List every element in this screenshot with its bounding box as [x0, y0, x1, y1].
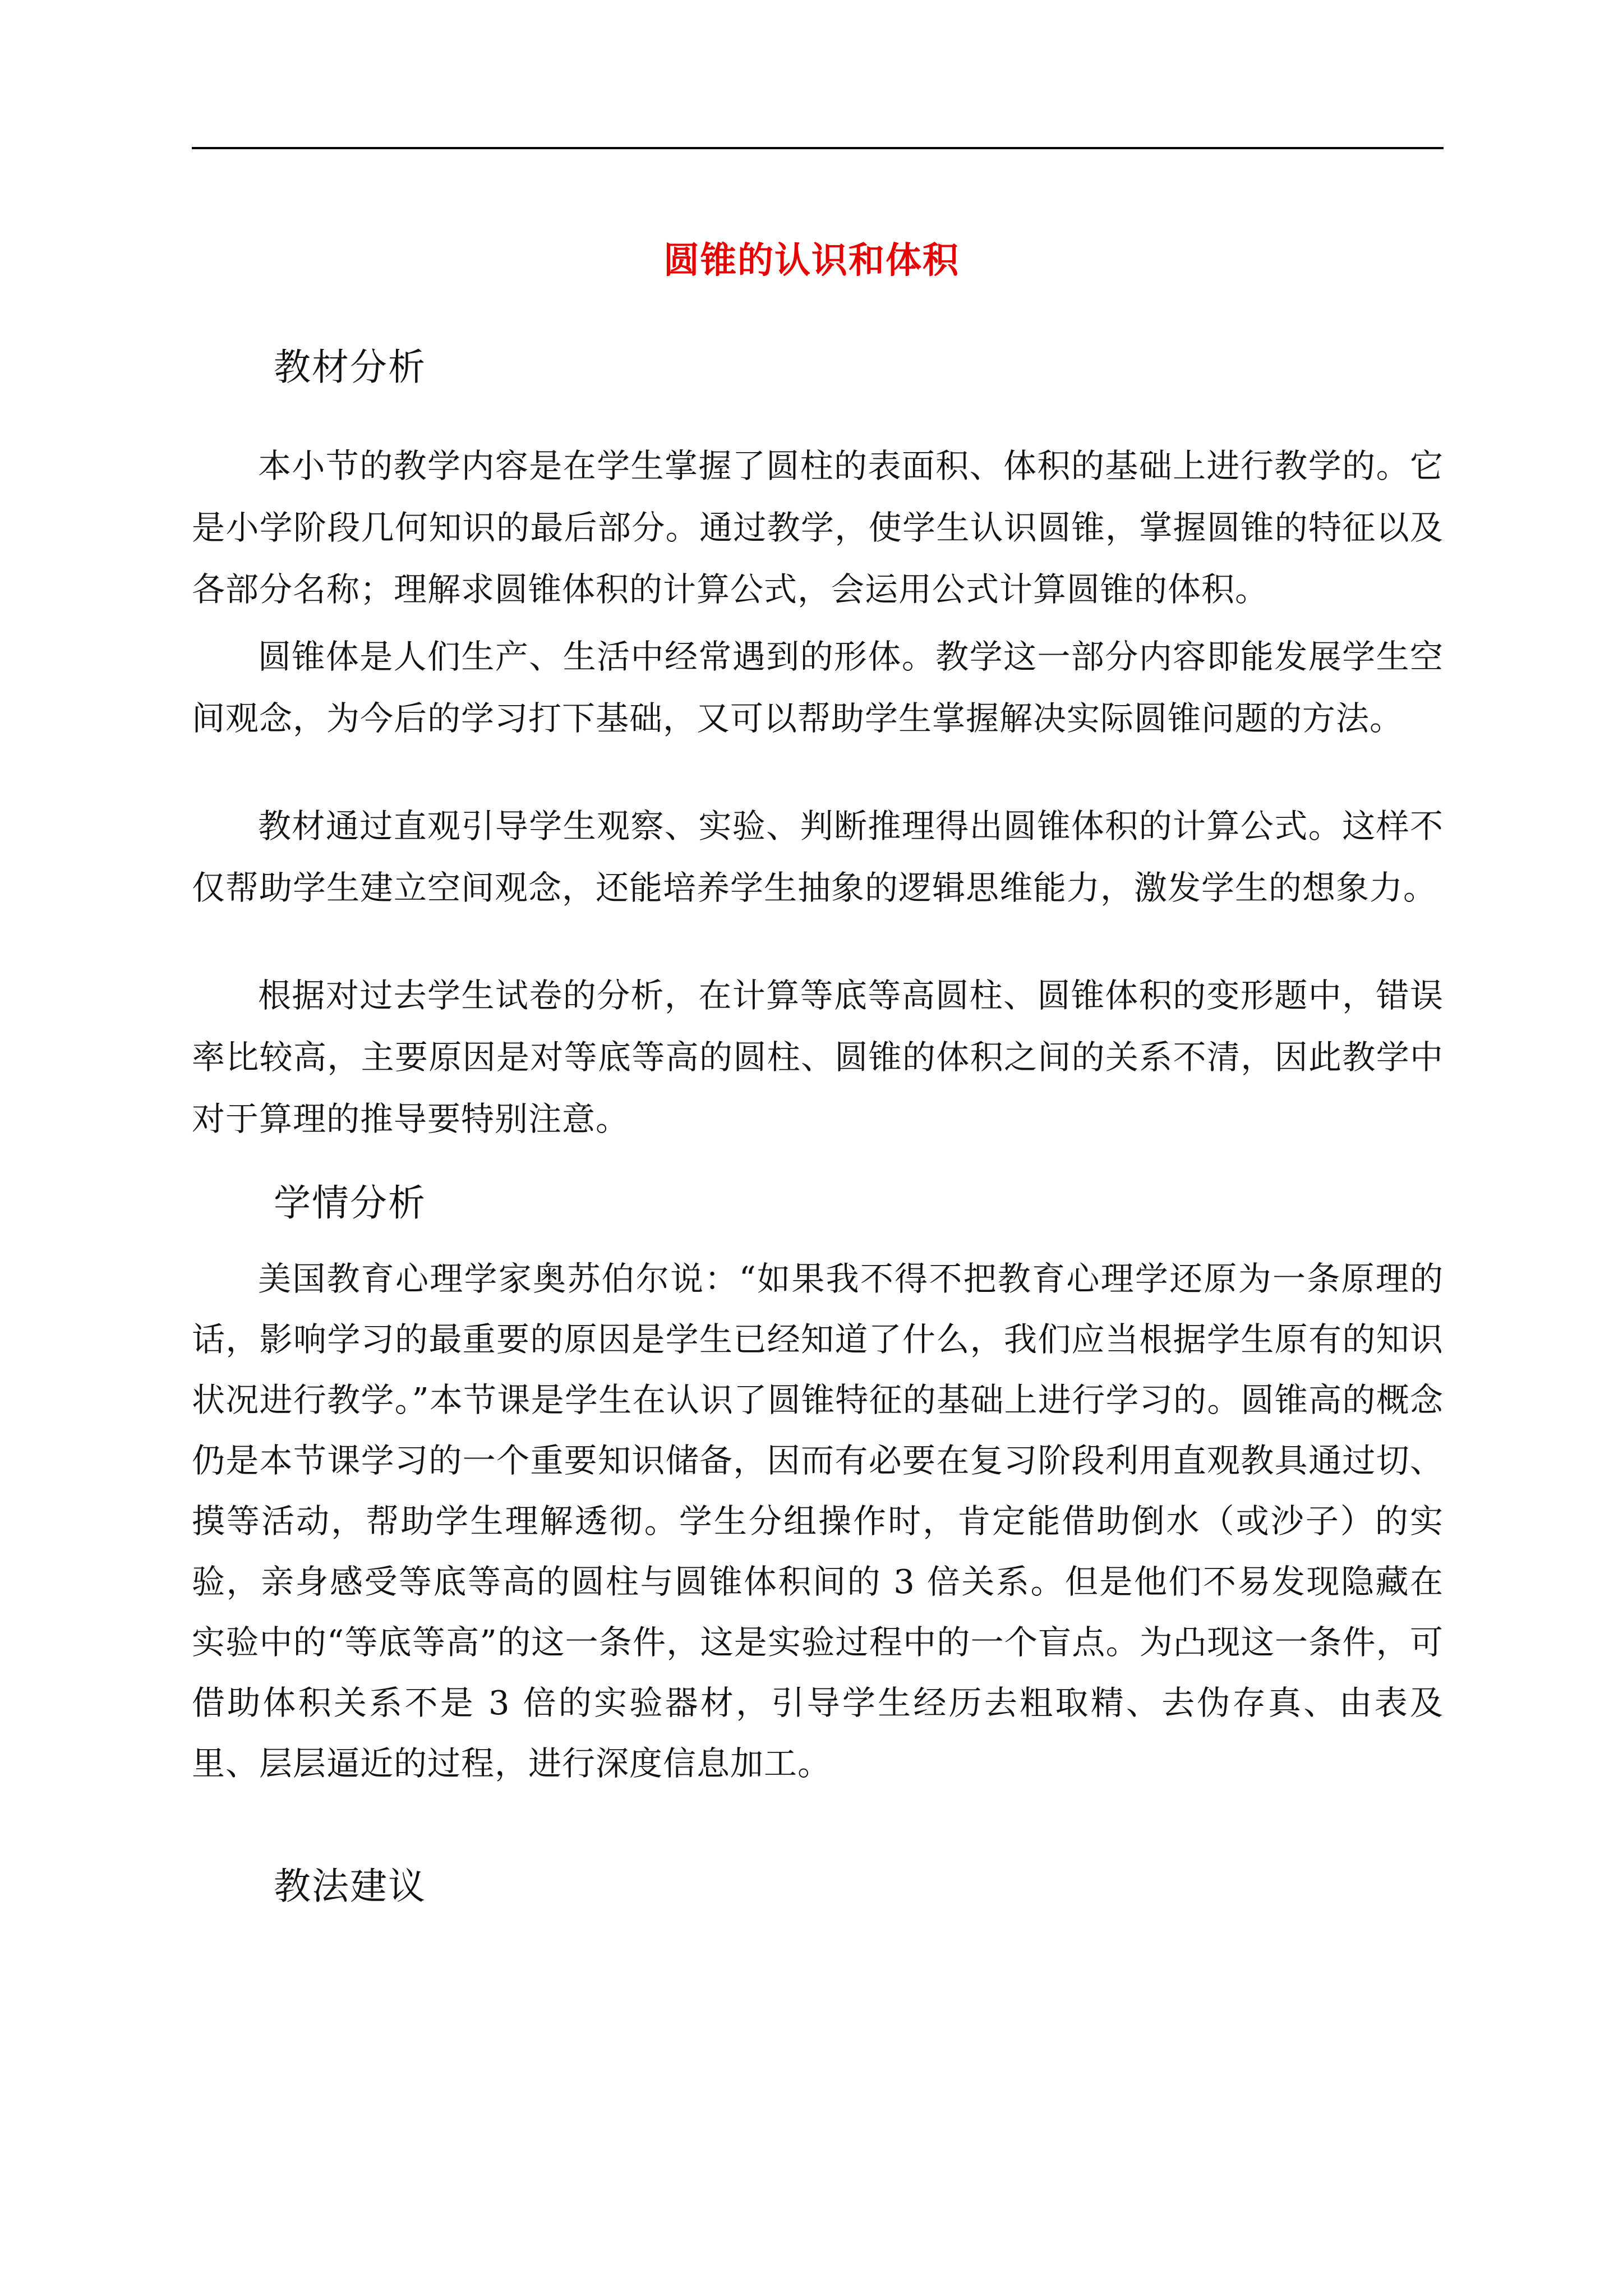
document-title: 圆锥的认识和体积: [663, 240, 960, 282]
paragraph-student-1: 美国教育心理学家奥苏伯尔说：“如果我不得不把教育心理学还原为一条原理的话，影响学习的最重要的原因是学生已经知道了什么，我们应当根据学生原有的知识状况进行教学。”本节课是学生在认识了圆锥特征的基础上进行学习的。圆锥高的概念仍是本节课学习的一个重要知识储备，因而有必要在复习阶段利用直观教具通过切、摸等活动，帮助学生理解透彻。学生分组操作时，肯定能借助倒水（或沙子）的实验，亲身感受等底等高的圆柱与圆锥体积间的 3 倍关系。但是他们不易发现隐藏在实验中的“等底等高”的这一条件，这是实验过程中的一个盲点。为凸现这一条件，可借助体积关系不是 3 倍的实验器材，引导学生经历去粗取精、去伪存真、由表及里、层层逼近的过程，进行深度信息加工。: [192, 1259, 1444, 1783]
section-heading-student-analysis: 学情分析: [274, 1181, 426, 1225]
paragraph-textbook-3: 教材通过直观引导学生观察、实验、判断推理得出圆锥体积的计算公式。这样不仅帮助学生建立空间观念，还能培养学生抽象的逻辑思维能力，激发学生的想象力。: [192, 807, 1444, 907]
paragraph-textbook-1: 本小节的教学内容是在学生掌握了圆柱的表面积、体积的基础上进行教学的。它是小学阶段几何知识的最后部分。通过教学，使学生认识圆锥，掌握圆锥的特征以及各部分名称；理解求圆锥体积的计算公式，会运用公式计算圆锥的体积。: [192, 447, 1444, 609]
section-heading-textbook-analysis: 教材分析: [274, 346, 426, 389]
header-rule: [192, 147, 1444, 149]
paragraph-textbook-4: 根据对过去学生试卷的分析，在计算等底等高圆柱、圆锥体积的变形题中，错误率比较高，主要原因是对等底等高的圆柱、圆锥的体积之间的关系不清，因此教学中对于算理的推导要特别注意。: [192, 976, 1444, 1138]
paragraph-textbook-2: 圆锥体是人们生产、生活中经常遇到的形体。教学这一部分内容即能发展学生空间观念，为今后的学习打下基础，又可以帮助学生掌握解决实际圆锥问题的方法。: [192, 637, 1444, 738]
section-heading-teaching-suggestions: 教法建议: [274, 1865, 426, 1908]
